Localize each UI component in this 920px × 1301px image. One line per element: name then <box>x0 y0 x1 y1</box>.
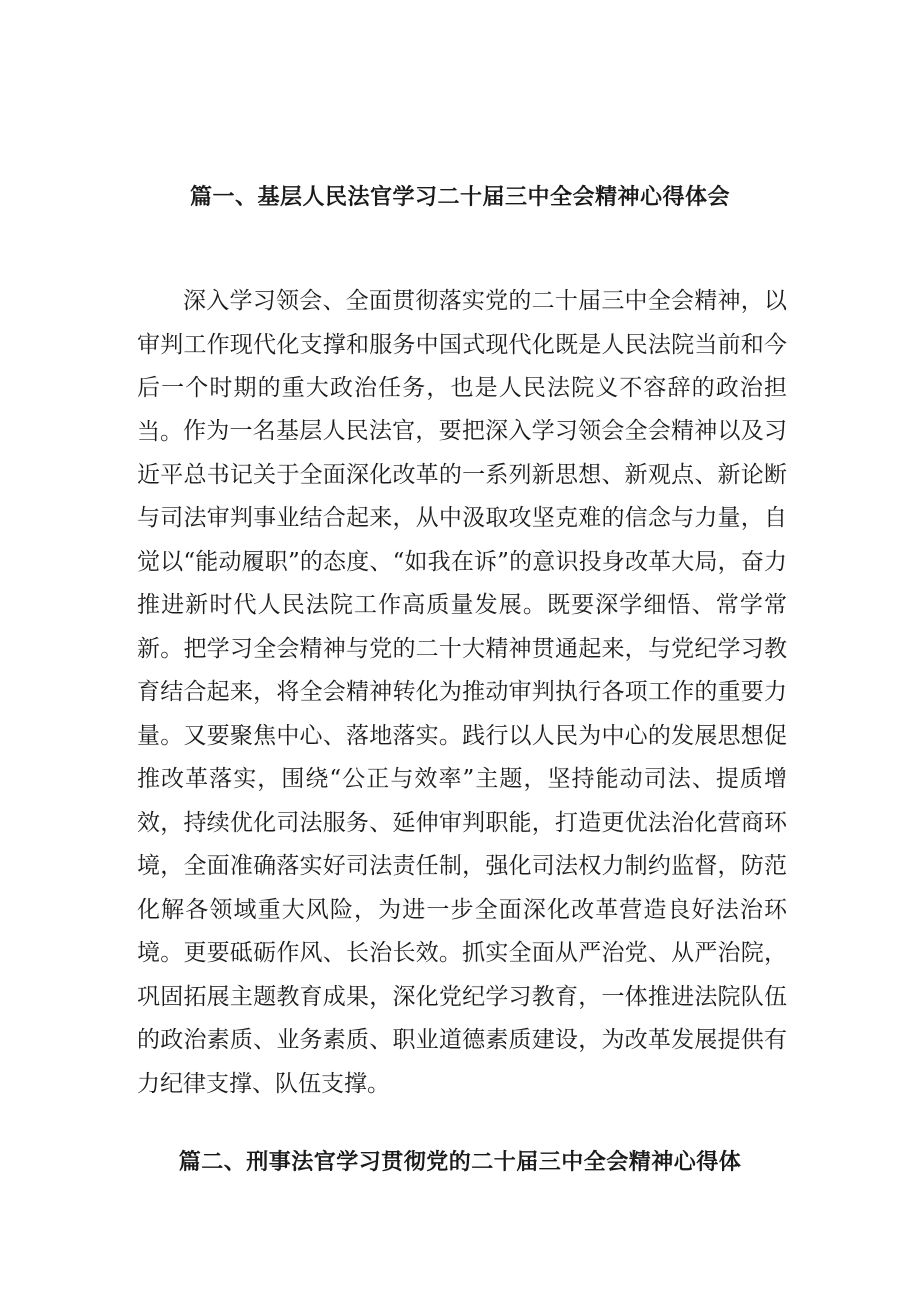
section-1-paragraph-1: 深入学习领会、全面贯彻落实党的二十届三中全会精神，以审判工作现代化支撑和服务中国式现代化既是人民法院当前和今后一个时期的重大政治任务，也是人民法院义不容辞的政治担当。 <box>137 288 787 445</box>
section-1-paragraph-2: 作为一名基层人民法官，要把深入学习领会全会精神以及习近平总书记关于全面深化改革的一系列新思想、新观点、新论断与司法审判事业结合起来，从中汲取攻坚克难的信念与力量，自觉以“能动履职”的态度、“如我在诉”的意识投身改革大局，奋力推进新时代人民法院工作高质量发展。既要深学细悟、常学常新。把学习全会精神与党的二十大精神贯通起来，与党纪学习教育结合起来，将全会精神转化为推动审判执行各项工作的重要力量。又要聚焦中心、落地落实。践行以人民为中心的发展思想促推改革落实，围绕“公正与效率”主题，坚持能动司法、提质增效，持续优化司法服务、延伸审判职能，打造更优法治化营商环境，全面准确落实好司法责任制，强化司法权力制约监督，防范化解各领域重大风险，为进一步全面深化改革营造良好法治环境。更要砥砺作风、长治长效。抓实全面从严治党、从严治院，巩固拓展主题教育成果，深化党纪学习教育，一体推进法院队伍的政治素质、业务素质、职业道德素质建设，为改革发展提供有力纪律支撑、队伍支撑。 <box>137 418 787 1097</box>
section-2-title: 篇二、刑事法官学习贯彻党的二十届三中全会精神心得体 <box>178 1150 742 1175</box>
section-1-title: 篇一、基层人民法官学习二十届三中全会精神心得体会 <box>189 185 730 210</box>
